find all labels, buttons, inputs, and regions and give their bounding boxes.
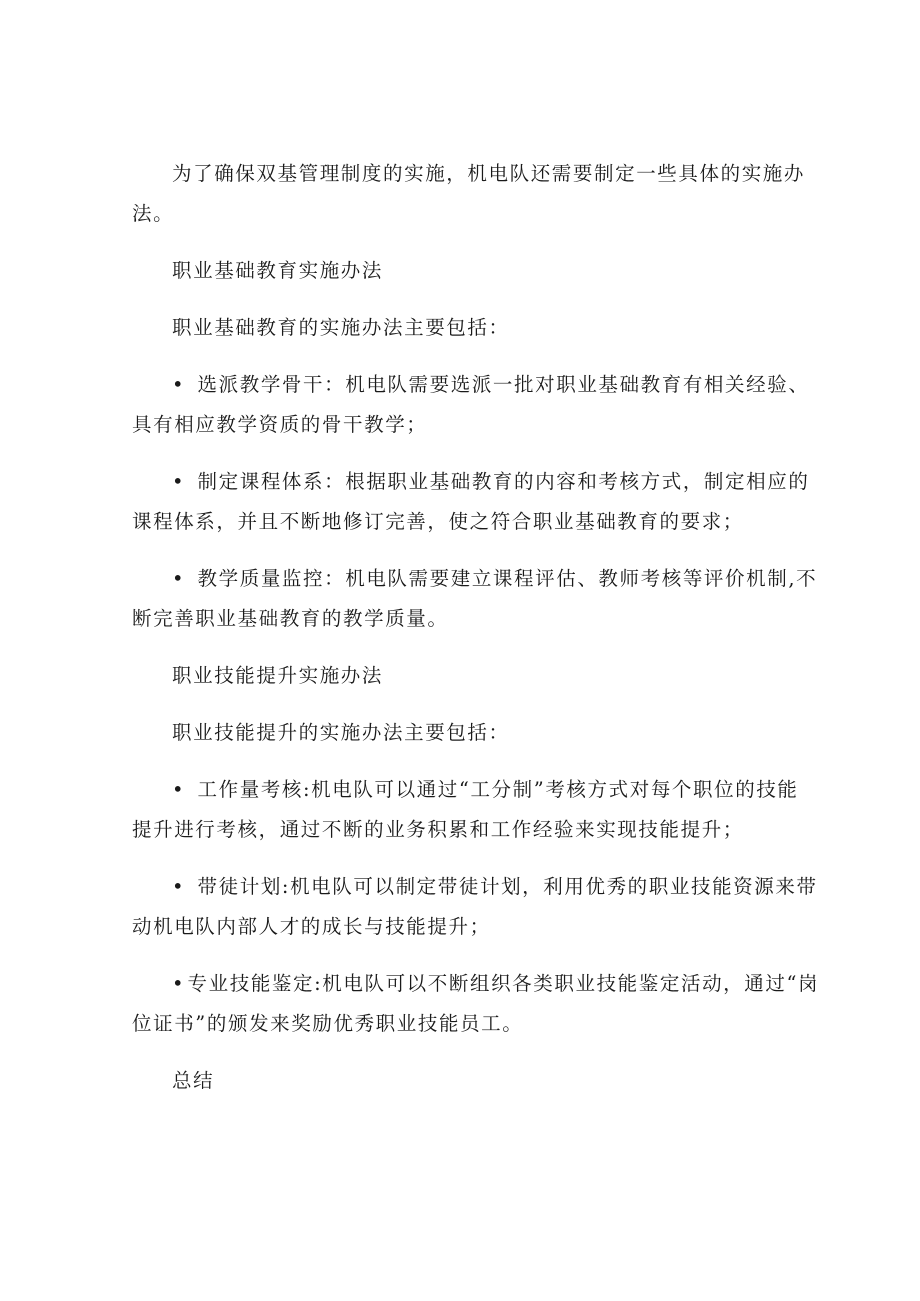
list-item-4-line-2: 提升进行考核，通过不断的业务积累和工作经验来实现技能提升； bbox=[132, 818, 744, 841]
section-lead-basic-education: 职业基础教育的实施办法主要包括： bbox=[172, 316, 510, 339]
bullet-icon: • bbox=[172, 778, 184, 801]
list-item-4-line-1 bbox=[172, 778, 799, 802]
bullet-icon: • bbox=[172, 972, 184, 995]
list-item-6-line-2: 位证书”的颁发来奖励优秀职业技能员工。 bbox=[132, 1012, 524, 1035]
summary-heading: 总结 bbox=[172, 1069, 215, 1092]
list-item-text: 教学质量监控：机电队需要建立课程评估、教师考核等评价机制,不 bbox=[197, 567, 818, 590]
list-item-1-line-1 bbox=[172, 373, 809, 397]
list-item-text: 工作量考核:机电队可以通过“工分制”考核方式对每个职位的技能 bbox=[197, 778, 799, 801]
bullet-icon: • bbox=[172, 373, 184, 396]
list-item-3-line-1 bbox=[172, 567, 817, 591]
list-item-3-line-2: 断完善职业基础教育的教学质量。 bbox=[132, 607, 449, 630]
list-item-5-line-1 bbox=[172, 875, 818, 899]
bullet-icon: • bbox=[172, 875, 184, 898]
bullet-icon: • bbox=[172, 470, 184, 493]
list-item-text: 制定课程体系：根据职业基础教育的内容和考核方式，制定相应的 bbox=[197, 470, 810, 493]
intro-line-1: 为了确保双基管理制度的实施，机电队还需要制定一些具体的实施办 bbox=[172, 162, 806, 185]
list-item-text: 带徒计划:机电队可以制定带徒计划，利用优秀的职业技能资源来带 bbox=[197, 875, 818, 898]
section-lead-skill-improvement: 职业技能提升的实施办法主要包括： bbox=[172, 721, 510, 744]
list-item-5-line-2: 动机电队内部人才的成长与技能提升； bbox=[132, 915, 491, 938]
list-item-6-line-1 bbox=[172, 972, 819, 996]
section-heading-skill-improvement: 职业技能提升实施办法 bbox=[172, 664, 384, 687]
section-heading-basic-education: 职业基础教育实施办法 bbox=[172, 259, 384, 282]
list-item-2-line-1 bbox=[172, 470, 809, 494]
list-item-text: 专业技能鉴定:机电队可以不断组织各类职业技能鉴定活动，通过“岗 bbox=[187, 972, 820, 995]
bullet-icon: • bbox=[172, 567, 184, 590]
list-item-text: 选派教学骨干：机电队需要选派一批对职业基础教育有相关经验、 bbox=[197, 373, 810, 396]
list-item-1-line-2: 具有相应教学资质的骨干教学； bbox=[132, 413, 428, 436]
list-item-2-line-2: 课程体系，并且不断地修订完善，使之符合职业基础教育的要求； bbox=[132, 510, 744, 533]
intro-line-2: 法。 bbox=[132, 202, 175, 225]
